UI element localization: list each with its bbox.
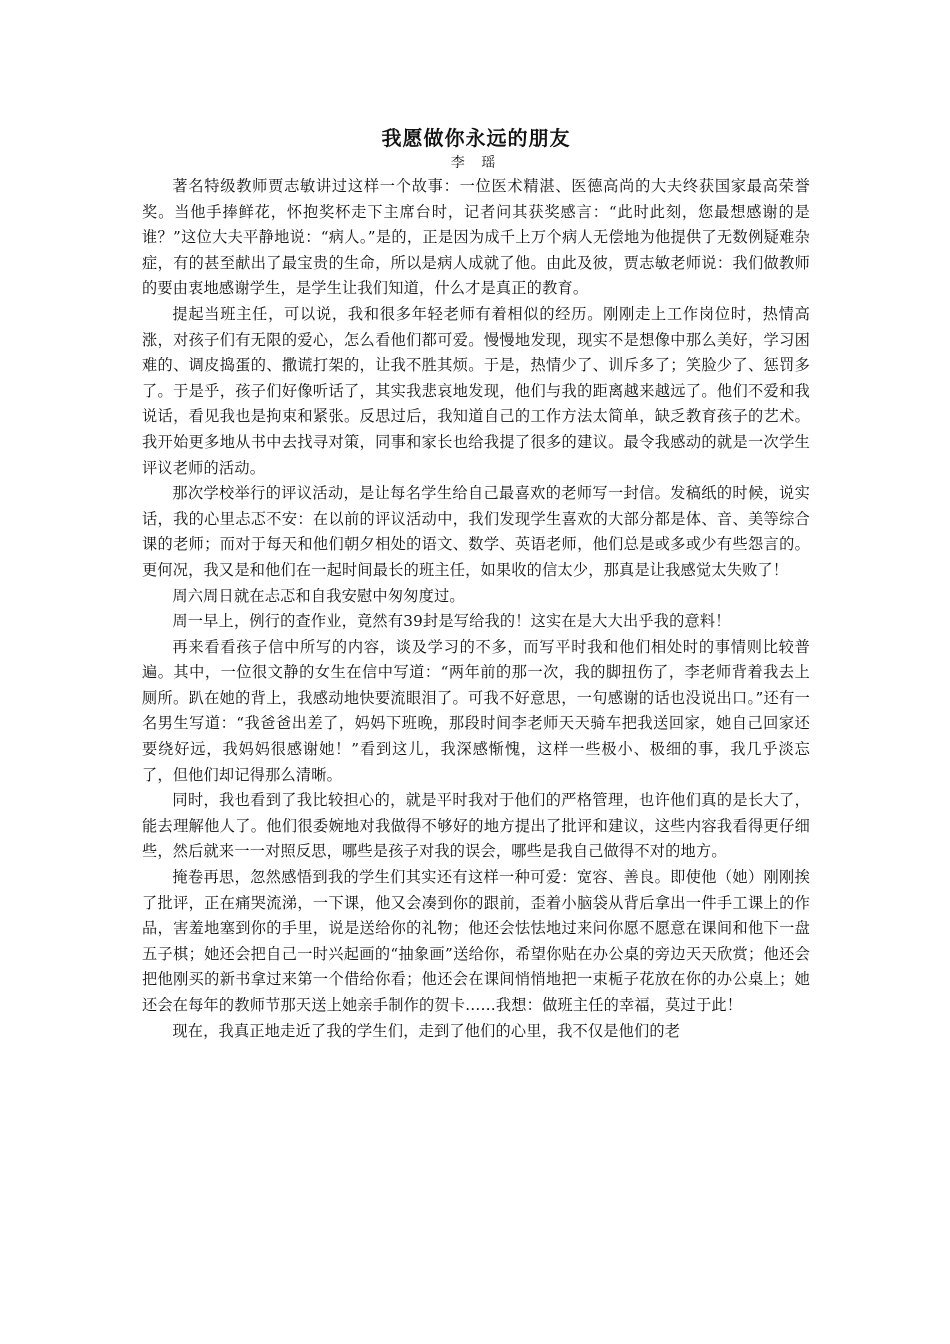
article-title: 我愿做你永远的朋友 — [381, 126, 571, 150]
paragraph: 那次学校举行的评议活动，是让每名学生给自己最喜欢的老师写一封信。发稿纸的时候，说实话，我的心里忐忑不安：在以前的评议活动中，我们发现学生喜欢的大部分都是体、音、美等综合课的老师；而对于每天和他们朝夕相处的语文、数学、英语老师，他们总是或多或少有些怨言的。更何况，我又是和他们在一起时间最长的班主任，如果收的信太少，那真是让我感觉太失败了！ — [142, 484, 810, 579]
article-author: 李 瑶 — [450, 155, 502, 171]
paragraph: 周六周日就在忐忑和自我安慰中匆匆度过。 — [172, 586, 465, 605]
paragraph: 现在，我真正地走近了我的学生们，走到了他们的心里，我不仅是他们的老 — [172, 1021, 681, 1040]
paragraph: 提起当班主任，可以说，我和很多年轻老师有着相似的经历。刚刚走上工作岗位时，热情高涨，对孩子们有无限的爱心，怎么看他们都可爱。慢慢地发现，现实不是想像中那么美好，学习困难的、调皮捣蛋的、撒谎打架的，让我不胜其烦。于是，热情少了、训斥多了；笑脸少了、惩罚多了。于是乎，孩子们好像听话了，其实我悲哀地发现，他们与我的距离越来越远了。他们不爱和我说话，看见我也是拘束和紧张。反思过后，我知道自己的工作方法太简单，缺乏教育孩子的艺术。我开始更多地从书中去找寻对策，同事和家长也给我提了很多的建议。最令我感动的就是一次学生评议老师的活动。 — [142, 304, 810, 477]
paragraph: 著名特级教师贾志敏讲过这样一个故事：一位医术精湛、医德高尚的大夫终获国家最高荣誉奖。当他手捧鲜花，怀抱奖杯走下主席台时，记者问其获奖感言：“此时此刻，您最想感谢的是谁？”这位大夫平静地说：“病人。”是的，正是因为成千上万个病人无偿地为他提供了无数例疑难杂症，有的甚至献出了最宝贵的生命，所以是病人成就了他。由此及彼，贾志敏老师说：我们做教师的要由衷地感谢学生，是学生让我们知道，什么才是真正的教育。 — [142, 177, 810, 298]
paragraph: 同时，我也看到了我比较担心的，就是平时我对于他们的严格管理，也许他们真的是长大了，能去理解他人了。他们很委婉地对我做得不够好的地方提出了批评和建议，这些内容我看得更仔细些，然后就来一一对照反思，哪些是孩子对我的误会，哪些是我自己做得不对的地方。 — [142, 791, 810, 861]
paragraph: 周一早上，例行的查作业，竟然有39封是写给我的！这实在是大大出乎我的意料！ — [172, 612, 731, 631]
paragraph: 再来看看孩子信中所写的内容，谈及学习的不多，而写平时我和他们相处时的事情则比较普遍。其中，一位很文静的女生在信中写道：“两年前的那一次，我的脚扭伤了，李老师背着我去上厕所。趴在她的背上，我感动地快要流眼泪了。可我不好意思，一句感谢的话也没说出口。”还有一名男生写道：“我爸爸出差了，妈妈下班晚，那段时间李老师天天骑车把我送回家，她自己回家还要绕好远，我妈妈很感谢她！”看到这儿，我深感惭愧，这样一些极小、极细的事，我几乎淡忘了，但他们却记得那么清晰。 — [142, 637, 810, 784]
paragraph: 掩卷再思，忽然感悟到我的学生们其实还有这样一种可爱：宽容、善良。即使他（她）刚刚挨了批评，正在痛哭流涕，一下课，他又会凑到你的跟前，歪着小脑袋从背后拿出一件手工课上的作品，害羞地塞到你的手里，说是送给你的礼物；他还会怯怯地过来问你愿不愿意在课间和他下一盘五子棋；她还会把自己一时兴起画的“抽象画”送给你，希望你贴在办公桌的旁边天天欣赏；他还会把他刚买的新书拿过来第一个借给你看；他还会在课间悄悄地把一束栀子花放在你的办公桌上；她还会在每年的教师节那天送上她亲手制作的贺卡……我想：做班主任的幸福，莫过于此！ — [142, 868, 810, 1014]
document-page — [142, 124, 810, 1044]
